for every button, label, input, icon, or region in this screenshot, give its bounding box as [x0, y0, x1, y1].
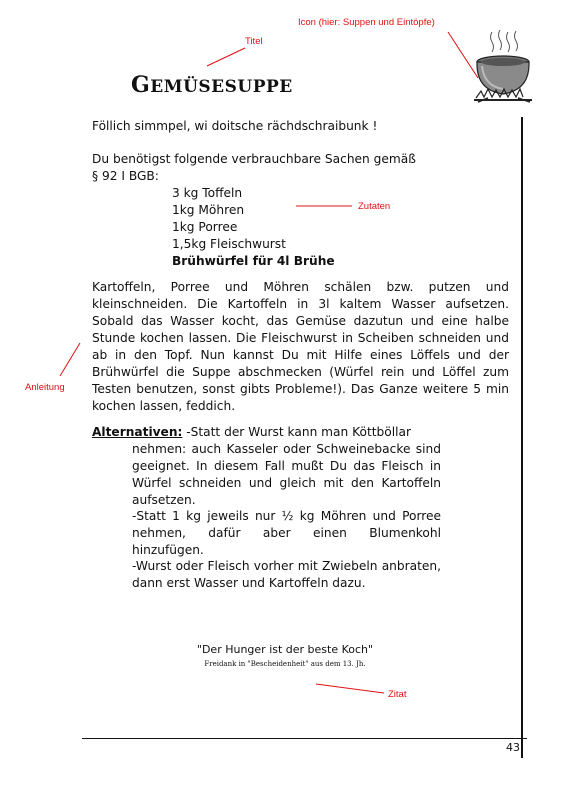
ingredients-intro-line-2: § 92 I BGB: [92, 169, 159, 183]
quote-source: Freidank in "Bescheidenheit" aus dem 13. Jh. [204, 660, 366, 668]
annotation-quote: Zitat [388, 689, 407, 700]
annotation-instructions: Anleitung [25, 382, 65, 393]
intro-text: Föllich simmpel, wi doitsche rächdschraibunk ! [92, 119, 378, 133]
annotation-title: Titel [245, 36, 263, 47]
ingredient-item: 1,5kg Fleischwurst [172, 237, 286, 251]
ingredient-item: 1kg Porree [172, 220, 238, 234]
alternatives-heading [92, 424, 411, 441]
page-number: 43 [506, 741, 520, 754]
page-frame-vertical-rule [521, 117, 523, 758]
ingredient-item: 1kg Möhren [172, 203, 245, 217]
quote-text: "Der Hunger ist der beste Koch" [196, 643, 374, 656]
soup-pot-icon [470, 28, 536, 108]
alternative-3: -Wurst oder Fleisch vorher mit Zwiebeln anbraten, dann erst Wasser und Kartoffeln dazu. [132, 559, 441, 590]
ingredients-intro-line-1: Du benötigst folgende verbrauchbare Sachen gemäß [92, 152, 416, 166]
alternative-1-rest: nehmen: auch Kasseler oder Schweinebacke sind geeignet. In diesem Fall mußt Du das Fleisch in Würfel schneiden und gleich mit den Kartoffeln aufsetzen. [132, 442, 441, 507]
alternatives-heading-label: Alternativen: [92, 425, 183, 439]
alternative-1-lead: -Statt der Wurst kann man Köttböllar [186, 425, 411, 439]
instructions-paragraph: Kartoffeln, Porree und Möhren schälen bzw. putzen und kleinschneiden. Die Kartoffeln in 3l kaltem Wasser aufsetzen. Sobald das Wasser kocht, das Gemüse dazutun und eine halbe Stunde kochen lassen. Die Fleischwurst in Scheiben schneiden und ab in den Topf. Nun kannst Du mit Hilfe eines Löffels und der Brühwürfel die Suppe abschmecken (Würfel rein und Löffel zum Testen benutzen, sonst gibts Probleme!). Das Ganze weitere 5 min kochen lassen, feddich. [92, 280, 509, 413]
annotation-ingredients: Zutaten [358, 201, 391, 212]
ingredient-item: 3 kg Toffeln [172, 186, 243, 200]
annotation-icon: Icon (hier: Suppen und Eintöpfe) [298, 17, 435, 28]
page-frame-horizontal-rule [82, 738, 527, 739]
ingredient-item: Brühwürfel für 4l Brühe [172, 254, 335, 268]
page-title: GEMÜSESUPPE [131, 72, 293, 98]
alternative-2: -Statt 1 kg jeweils nur ½ kg Möhren und Porree nehmen, dafür aber einen Blumenkohl hinzufügen. [132, 509, 441, 557]
